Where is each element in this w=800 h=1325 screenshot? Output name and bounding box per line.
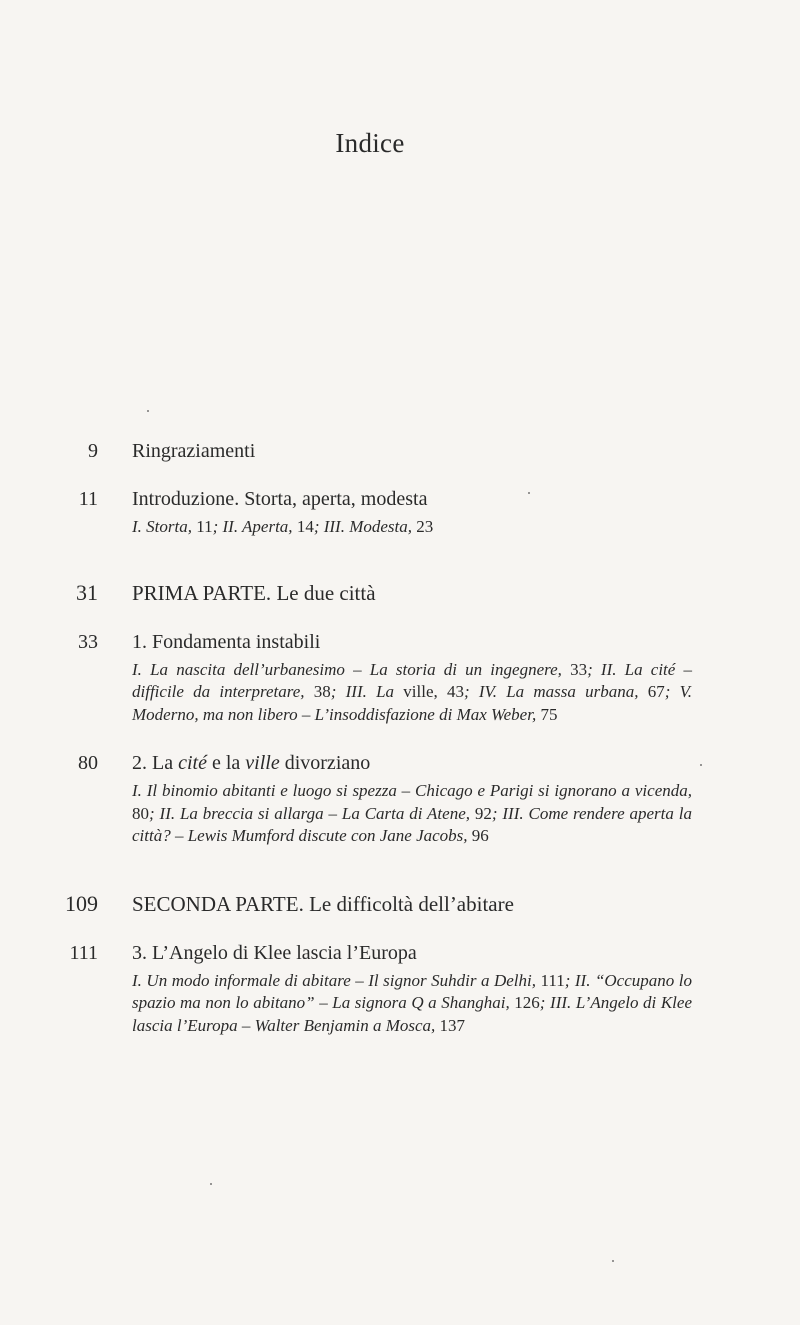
page-number: 33 bbox=[78, 630, 98, 653]
subsection-page: 75 bbox=[540, 704, 558, 724]
paper-speck bbox=[147, 410, 149, 412]
subsection-text: I. Il binomio abitanti e luogo si spezza – Chicago e Parigi si ignorano a vicenda, bbox=[132, 781, 692, 800]
page-number: 11 bbox=[78, 488, 98, 510]
page-number: 31 bbox=[76, 579, 98, 605]
paper-speck bbox=[700, 764, 702, 766]
toc-entry-chapter-2 bbox=[0, 748, 800, 848]
table-of-contents bbox=[0, 436, 800, 1037]
page-title: Indice bbox=[335, 128, 405, 158]
toc-entry-prima-parte bbox=[0, 577, 800, 609]
page-number: 9 bbox=[88, 440, 98, 462]
entry-subsections bbox=[132, 780, 692, 848]
subsection-page: 96 bbox=[471, 826, 489, 845]
title-text: divorziano bbox=[279, 752, 371, 774]
toc-entry-ringraziamenti bbox=[0, 436, 800, 466]
subsection-text: ; II. La cité – difficile da interpretare, bbox=[132, 659, 692, 701]
page-number: 109 bbox=[65, 890, 98, 916]
part-title bbox=[132, 888, 692, 920]
part-name: Le difficoltà dell’abitare bbox=[303, 891, 514, 916]
toc-entry-introduzione bbox=[0, 484, 800, 539]
subsection-text: ; V. Moderno, ma non libero – L’insoddisfazione di Max Weber, bbox=[132, 682, 693, 724]
subsection-page: 126 bbox=[514, 993, 540, 1012]
toc-entry-seconda-parte bbox=[0, 888, 800, 920]
subsection-text: ; II. Aperta, bbox=[212, 517, 297, 536]
subsection-text: ; II. La breccia si allarga – La Carta di Atene, bbox=[149, 803, 475, 823]
part-title bbox=[132, 577, 692, 609]
subsection-page: 111 bbox=[540, 970, 565, 990]
subsection-text: I. Storta, bbox=[132, 517, 197, 536]
entry-title: Introduzione. Storta, aperta, modesta bbox=[132, 488, 428, 510]
title-text: 2. La bbox=[132, 752, 179, 774]
paper-speck bbox=[612, 1260, 614, 1262]
paper-speck bbox=[210, 1183, 212, 1185]
part-name: Le due città bbox=[271, 580, 376, 605]
entry-subsections bbox=[132, 516, 692, 539]
title-italic: ville bbox=[245, 752, 280, 774]
subsection-page: 80 bbox=[132, 803, 149, 823]
chapter-title bbox=[132, 748, 692, 778]
subsection-text: ; IV. La massa urbana, bbox=[463, 682, 648, 701]
entry-subsections bbox=[132, 970, 692, 1038]
page-number: 111 bbox=[69, 941, 98, 964]
title-italic: cité bbox=[178, 752, 207, 774]
subsection-page: 137 bbox=[439, 1015, 466, 1035]
page-number: 80 bbox=[78, 752, 98, 774]
subsection-text: , bbox=[433, 682, 447, 701]
subsection-text: ; III. Modesta, bbox=[313, 517, 417, 536]
subsection-text: ; III. La bbox=[330, 682, 404, 701]
subsection-page: 33 bbox=[570, 659, 588, 679]
chapter-title: 3. L’Angelo di Klee lascia l’Europa bbox=[132, 941, 417, 964]
entry-subsections bbox=[132, 659, 692, 727]
paper-speck bbox=[528, 492, 530, 494]
part-label: PRIMA PARTE. bbox=[132, 580, 272, 605]
subsection-text: ; III. Come rendere aperta la città? – Lewis Mumford discute con Jane Jacobs, bbox=[132, 803, 692, 845]
subsection-page: 23 bbox=[416, 517, 434, 536]
subsection-page: 14 bbox=[296, 517, 314, 536]
subsection-text: I. La nascita dell’urbanesimo – La storia di un ingegnere, bbox=[132, 659, 571, 679]
subsection-text: I. Un modo informale di abitare – Il signor Suhdir a Delhi, bbox=[132, 970, 541, 990]
toc-entry-chapter-3 bbox=[0, 938, 800, 1038]
subsection-text: ; III. L’Angelo di Klee lascia l’Europa – Walter Benjamin a Mosca, bbox=[132, 993, 692, 1035]
subsection-page: 92 bbox=[474, 803, 492, 823]
subsection-page: 38 bbox=[313, 682, 331, 701]
subsection-page: 67 bbox=[647, 682, 665, 701]
subsection-page: 43 bbox=[446, 682, 464, 701]
subsection-text: ; II. “Occupano lo spazio ma non lo abitano” – La signora Q a Shanghai, bbox=[132, 970, 692, 1012]
subsection-text: ville bbox=[403, 682, 434, 701]
part-label: SECONDA PARTE. bbox=[132, 891, 304, 916]
toc-entry-chapter-1 bbox=[0, 627, 800, 727]
chapter-title: 1. Fondamenta instabili bbox=[132, 630, 321, 653]
subsection-page: 11 bbox=[196, 517, 213, 536]
title-text: e la bbox=[206, 752, 246, 774]
entry-title: Ringraziamenti bbox=[132, 440, 256, 462]
